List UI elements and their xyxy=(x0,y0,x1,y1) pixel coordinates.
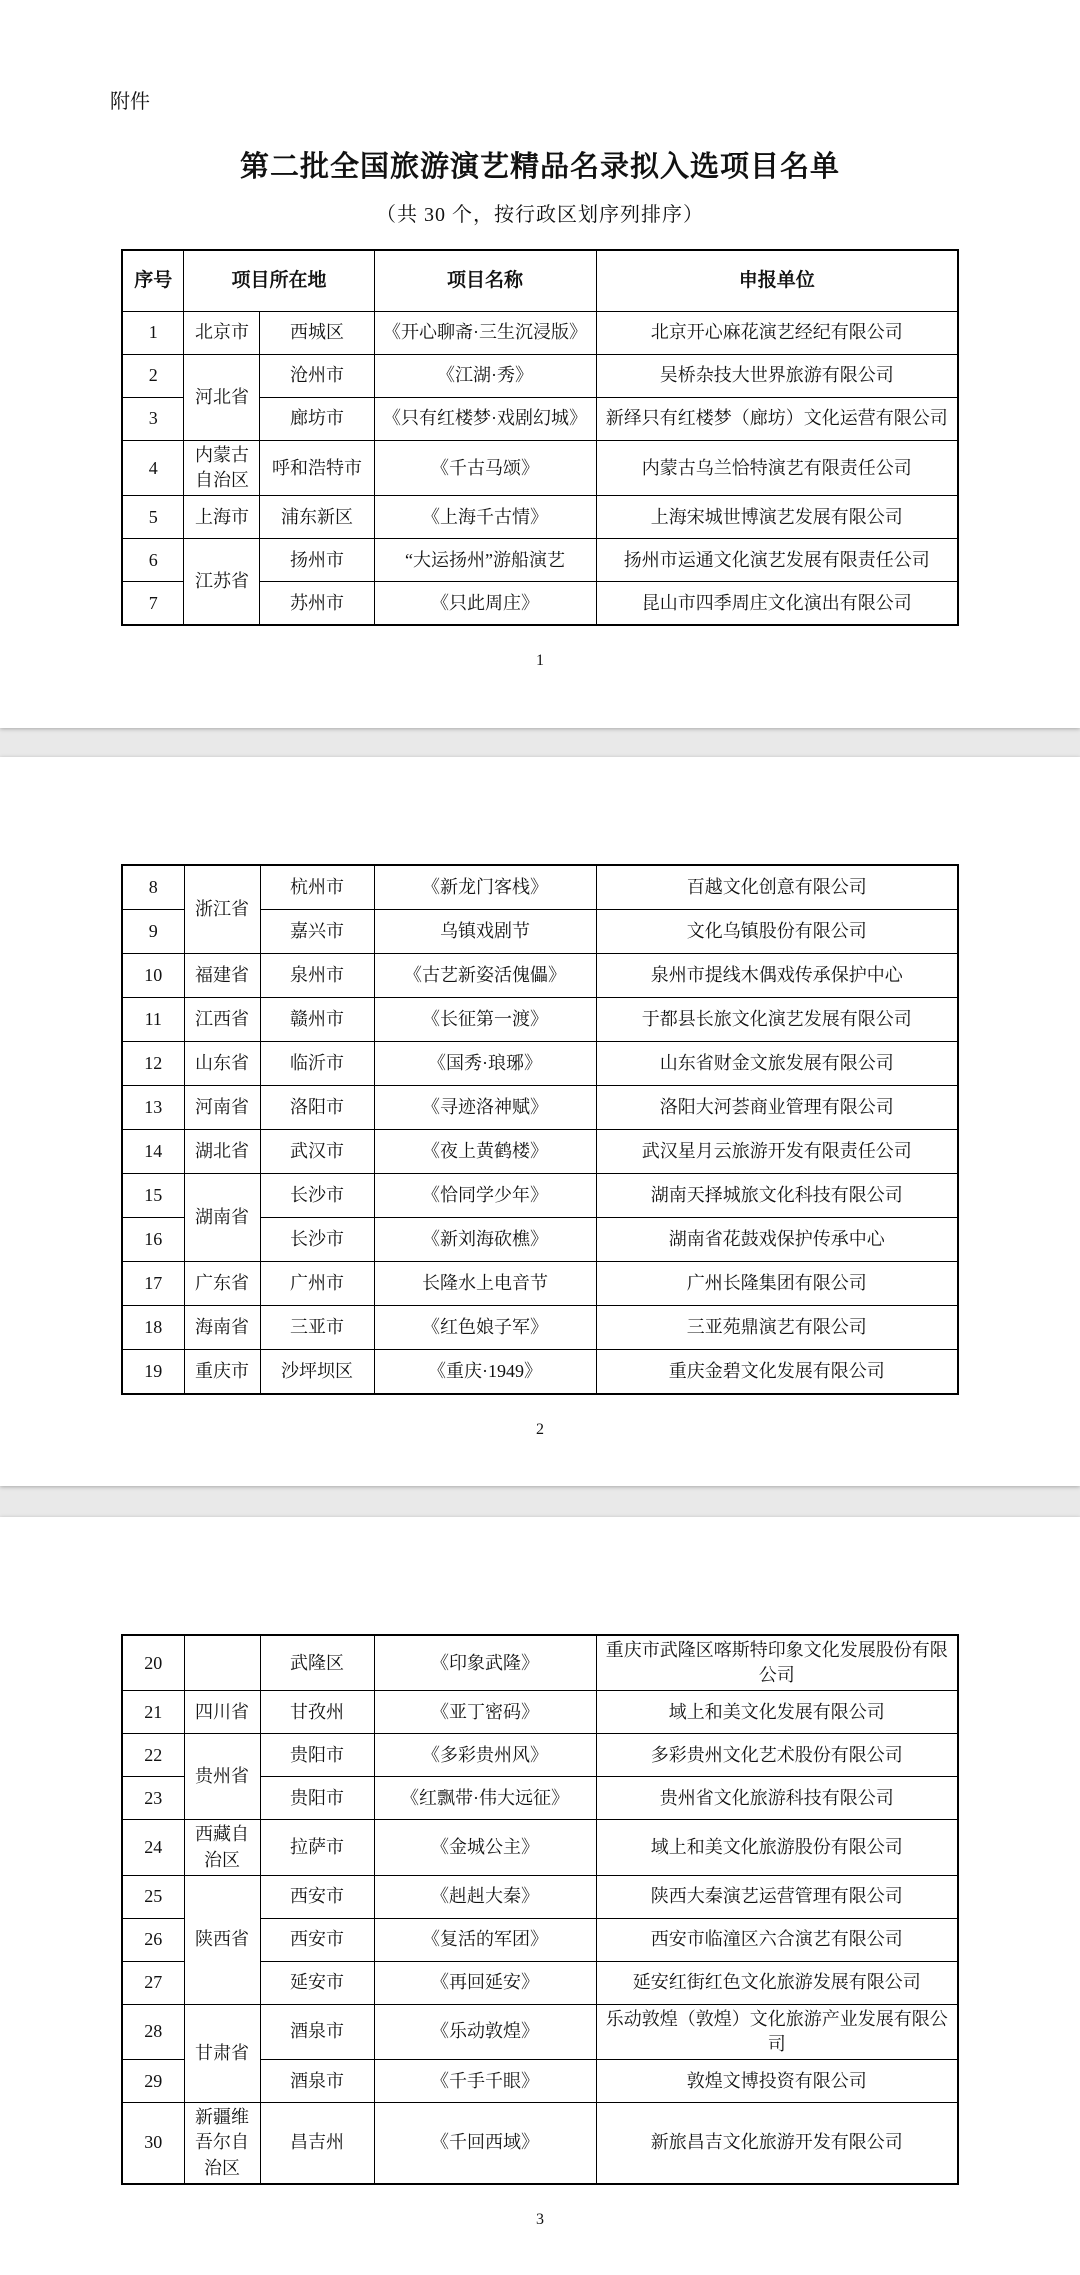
cell-city: 酒泉市 xyxy=(260,2060,374,2103)
cell-project-name: 《上海千古情》 xyxy=(374,496,596,539)
page-gap-1 xyxy=(0,728,1080,757)
cell-applicant: 内蒙古乌兰恰特演艺有限责任公司 xyxy=(596,441,958,496)
cell-province: 湖南省 xyxy=(184,1174,260,1262)
cell-seq: 4 xyxy=(122,441,184,496)
cell-project-name: 《再回延安》 xyxy=(374,1961,596,2004)
cell-seq: 12 xyxy=(122,1042,184,1086)
cell-applicant: 延安红街红色文化旅游发展有限公司 xyxy=(596,1961,958,2004)
cell-province: 内蒙古自治区 xyxy=(184,441,260,496)
cell-project-name: 乌镇戏剧节 xyxy=(374,910,596,954)
cell-city: 嘉兴市 xyxy=(260,910,374,954)
cell-project-name: 《千手千眼》 xyxy=(374,2060,596,2103)
cell-province: 西藏自治区 xyxy=(184,1820,260,1875)
cell-applicant: 洛阳大河荟商业管理有限公司 xyxy=(596,1086,958,1130)
cell-applicant: 重庆金碧文化发展有限公司 xyxy=(596,1350,958,1395)
cell-seq: 11 xyxy=(122,998,184,1042)
cell-city: 长沙市 xyxy=(260,1218,374,1262)
cell-applicant: 扬州市运通文化演艺发展有限责任公司 xyxy=(596,539,958,582)
table-row xyxy=(122,1174,958,1218)
cell-city: 三亚市 xyxy=(260,1306,374,1350)
table-row xyxy=(122,954,958,998)
table-row xyxy=(122,496,958,539)
cell-seq: 8 xyxy=(122,865,184,910)
cell-seq: 15 xyxy=(122,1174,184,1218)
col-header-applicant: 申报单位 xyxy=(596,250,958,312)
cell-applicant: 贵州省文化旅游科技有限公司 xyxy=(596,1777,958,1820)
cell-seq: 20 xyxy=(122,1635,184,1691)
table-row xyxy=(122,1734,958,1777)
projects-table-page-2 xyxy=(121,864,959,1395)
col-header-seq: 序号 xyxy=(122,250,184,312)
cell-city: 贵阳市 xyxy=(260,1734,374,1777)
cell-seq: 2 xyxy=(122,355,184,398)
cell-province: 福建省 xyxy=(184,954,260,998)
cell-city: 武汉市 xyxy=(260,1130,374,1174)
cell-project-name: 《乐动敦煌》 xyxy=(374,2004,596,2059)
cell-project-name: 《金城公主》 xyxy=(374,1820,596,1875)
cell-project-name: 《夜上黄鹤楼》 xyxy=(374,1130,596,1174)
table-row xyxy=(122,1262,958,1306)
table-row xyxy=(122,1042,958,1086)
cell-province: 山东省 xyxy=(184,1042,260,1086)
cell-applicant: 武汉星月云旅游开发有限责任公司 xyxy=(596,1130,958,1174)
cell-province: 广东省 xyxy=(184,1262,260,1306)
cell-seq: 26 xyxy=(122,1918,184,1961)
cell-seq: 10 xyxy=(122,954,184,998)
cell-seq: 19 xyxy=(122,1350,184,1395)
cell-applicant: 北京开心麻花演艺经纪有限公司 xyxy=(596,312,958,355)
cell-province: 上海市 xyxy=(184,496,260,539)
table-row xyxy=(122,1691,958,1734)
col-header-project-name: 项目名称 xyxy=(374,250,596,312)
cell-applicant: 湖南省花鼓戏保护传承中心 xyxy=(596,1218,958,1262)
cell-province: 浙江省 xyxy=(184,865,260,954)
table-row xyxy=(122,355,958,398)
document-page-1 xyxy=(0,0,1080,728)
cell-city: 西安市 xyxy=(260,1918,374,1961)
cell-city: 酒泉市 xyxy=(260,2004,374,2059)
cell-applicant: 西安市临潼区六合演艺有限公司 xyxy=(596,1918,958,1961)
cell-city: 甘孜州 xyxy=(260,1691,374,1734)
table-row xyxy=(122,441,958,496)
cell-project-name: 《国秀·琅琊》 xyxy=(374,1042,596,1086)
cell-project-name: 《古艺新姿活傀儡》 xyxy=(374,954,596,998)
cell-applicant: 昆山市四季周庄文化演出有限公司 xyxy=(596,582,958,626)
table-row xyxy=(122,1086,958,1130)
cell-project-name: 《红色娘子军》 xyxy=(374,1306,596,1350)
table-row xyxy=(122,1820,958,1875)
cell-applicant: 湖南天择城旅文化科技有限公司 xyxy=(596,1174,958,1218)
cell-seq: 3 xyxy=(122,398,184,441)
page-number-1: 1 xyxy=(536,652,544,670)
cell-seq: 6 xyxy=(122,539,184,582)
cell-applicant: 三亚苑鼎演艺有限公司 xyxy=(596,1306,958,1350)
cell-city: 赣州市 xyxy=(260,998,374,1042)
cell-city: 临沂市 xyxy=(260,1042,374,1086)
cell-applicant: 新绎只有红楼梦（廊坊）文化运营有限公司 xyxy=(596,398,958,441)
cell-project-name: 《新龙门客栈》 xyxy=(374,865,596,910)
cell-province: 河南省 xyxy=(184,1086,260,1130)
cell-project-name: 《复活的军团》 xyxy=(374,1918,596,1961)
col-header-location: 项目所在地 xyxy=(184,250,374,312)
cell-province xyxy=(184,1635,260,1691)
cell-city: 西安市 xyxy=(260,1875,374,1918)
table-row xyxy=(122,998,958,1042)
cell-seq: 14 xyxy=(122,1130,184,1174)
document-title: 第二批全国旅游演艺精品名录拟入选项目名单 xyxy=(239,151,840,183)
cell-seq: 24 xyxy=(122,1820,184,1875)
cell-city: 洛阳市 xyxy=(260,1086,374,1130)
cell-province: 湖北省 xyxy=(184,1130,260,1174)
cell-project-name: 《开心聊斋·三生沉浸版》 xyxy=(374,312,596,355)
cell-seq: 28 xyxy=(122,2004,184,2059)
cell-province: 河北省 xyxy=(184,355,260,441)
cell-project-name: 《赳赳大秦》 xyxy=(374,1875,596,1918)
document-page-3 xyxy=(0,1517,1080,2275)
cell-applicant: 广州长隆集团有限公司 xyxy=(596,1262,958,1306)
cell-seq: 5 xyxy=(122,496,184,539)
cell-seq: 16 xyxy=(122,1218,184,1262)
cell-city: 扬州市 xyxy=(260,539,374,582)
cell-city: 昌吉州 xyxy=(260,2103,374,2184)
cell-seq: 1 xyxy=(122,312,184,355)
table-row xyxy=(122,312,958,355)
cell-city: 沧州市 xyxy=(260,355,374,398)
cell-city: 武隆区 xyxy=(260,1635,374,1691)
table-row xyxy=(122,1875,958,1918)
cell-project-name: 《只有红楼梦·戏剧幻城》 xyxy=(374,398,596,441)
cell-applicant: 乐动敦煌（敦煌）文化旅游产业发展有限公司 xyxy=(596,2004,958,2059)
cell-province: 四川省 xyxy=(184,1691,260,1734)
cell-city: 广州市 xyxy=(260,1262,374,1306)
cell-province: 陕西省 xyxy=(184,1875,260,2004)
cell-city: 杭州市 xyxy=(260,865,374,910)
cell-seq: 18 xyxy=(122,1306,184,1350)
cell-project-name: 《红飘带·伟大远征》 xyxy=(374,1777,596,1820)
page-gap-2 xyxy=(0,1486,1080,1517)
cell-seq: 29 xyxy=(122,2060,184,2103)
cell-seq: 22 xyxy=(122,1734,184,1777)
cell-applicant: 陕西大秦演艺运营管理有限公司 xyxy=(596,1875,958,1918)
table-header-row xyxy=(122,250,958,312)
cell-applicant: 百越文化创意有限公司 xyxy=(596,865,958,910)
cell-seq: 27 xyxy=(122,1961,184,2004)
cell-seq: 30 xyxy=(122,2103,184,2184)
document-page-2 xyxy=(0,757,1080,1486)
cell-seq: 9 xyxy=(122,910,184,954)
cell-project-name: 《长征第一渡》 xyxy=(374,998,596,1042)
cell-applicant: 上海宋城世博演艺发展有限公司 xyxy=(596,496,958,539)
cell-project-name: 《多彩贵州风》 xyxy=(374,1734,596,1777)
cell-project-name: 《只此周庄》 xyxy=(374,582,596,626)
table-row xyxy=(122,1350,958,1395)
cell-project-name: 《新刘海砍樵》 xyxy=(374,1218,596,1262)
cell-seq: 23 xyxy=(122,1777,184,1820)
cell-province: 江西省 xyxy=(184,998,260,1042)
cell-seq: 13 xyxy=(122,1086,184,1130)
projects-table-page-3 xyxy=(121,1634,959,2185)
cell-city: 呼和浩特市 xyxy=(260,441,374,496)
table-row xyxy=(122,1635,958,1691)
cell-applicant: 吴桥杂技大世界旅游有限公司 xyxy=(596,355,958,398)
cell-applicant: 域上和美文化发展有限公司 xyxy=(596,1691,958,1734)
cell-city: 沙坪坝区 xyxy=(260,1350,374,1395)
cell-province: 甘肃省 xyxy=(184,2004,260,2102)
cell-project-name: 《千回西域》 xyxy=(374,2103,596,2184)
table-row xyxy=(122,539,958,582)
attachment-label: 附件 xyxy=(110,91,150,113)
page-number-2: 2 xyxy=(536,1421,544,1438)
cell-applicant: 新旅昌吉文化旅游开发有限公司 xyxy=(596,2103,958,2184)
cell-seq: 25 xyxy=(122,1875,184,1918)
cell-city: 延安市 xyxy=(260,1961,374,2004)
cell-project-name: 《恰同学少年》 xyxy=(374,1174,596,1218)
cell-project-name: 《江湖·秀》 xyxy=(374,355,596,398)
cell-seq: 7 xyxy=(122,582,184,626)
cell-province: 新疆维吾尔自治区 xyxy=(184,2103,260,2184)
cell-project-name: 《重庆·1949》 xyxy=(374,1350,596,1395)
cell-project-name: 《千古马颂》 xyxy=(374,441,596,496)
cell-city: 西城区 xyxy=(260,312,374,355)
projects-table-page-1 xyxy=(121,249,959,626)
cell-city: 浦东新区 xyxy=(260,496,374,539)
table-row xyxy=(122,1306,958,1350)
cell-applicant: 山东省财金文旅发展有限公司 xyxy=(596,1042,958,1086)
cell-seq: 21 xyxy=(122,1691,184,1734)
table-row xyxy=(122,2103,958,2184)
cell-city: 廊坊市 xyxy=(260,398,374,441)
cell-province: 江苏省 xyxy=(184,539,260,626)
cell-applicant: 多彩贵州文化艺术股份有限公司 xyxy=(596,1734,958,1777)
cell-project-name: “大运扬州”游船演艺 xyxy=(374,539,596,582)
cell-applicant: 敦煌文博投资有限公司 xyxy=(596,2060,958,2103)
table-row xyxy=(122,1130,958,1174)
cell-city: 苏州市 xyxy=(260,582,374,626)
table-row xyxy=(122,865,958,910)
cell-applicant: 文化乌镇股份有限公司 xyxy=(596,910,958,954)
cell-applicant: 域上和美文化旅游股份有限公司 xyxy=(596,1820,958,1875)
cell-province: 海南省 xyxy=(184,1306,260,1350)
cell-applicant: 于都县长旅文化演艺发展有限公司 xyxy=(596,998,958,1042)
cell-applicant: 重庆市武隆区喀斯特印象文化发展股份有限公司 xyxy=(596,1635,958,1691)
cell-project-name: 长隆水上电音节 xyxy=(374,1262,596,1306)
cell-province: 北京市 xyxy=(184,312,260,355)
cell-city: 贵阳市 xyxy=(260,1777,374,1820)
cell-applicant: 泉州市提线木偶戏传承保护中心 xyxy=(596,954,958,998)
table-row xyxy=(122,2004,958,2059)
cell-province: 贵州省 xyxy=(184,1734,260,1820)
cell-city: 泉州市 xyxy=(260,954,374,998)
cell-city: 长沙市 xyxy=(260,1174,374,1218)
cell-city: 拉萨市 xyxy=(260,1820,374,1875)
document-subtitle: （共 30 个，按行政区划序列排序） xyxy=(376,204,704,226)
page-number-3: 3 xyxy=(536,2210,544,2228)
cell-province: 重庆市 xyxy=(184,1350,260,1395)
cell-project-name: 《印象武隆》 xyxy=(374,1635,596,1691)
cell-seq: 17 xyxy=(122,1262,184,1306)
cell-project-name: 《寻迹洛神赋》 xyxy=(374,1086,596,1130)
cell-project-name: 《亚丁密码》 xyxy=(374,1691,596,1734)
